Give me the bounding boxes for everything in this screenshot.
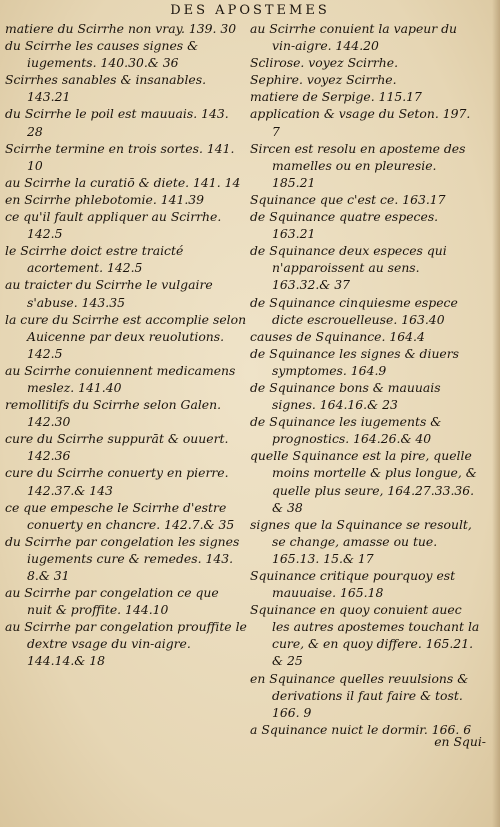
index-entry: du Scirrhe le poil est mauuais. 143. 28: [5, 106, 229, 139]
index-entry: de Squinance bons & mauuais signes. 164.16.& 23: [250, 379, 441, 413]
index-entry: Squinance que c'est ce. 163.17: [250, 191, 446, 207]
index-entry: en Squinance quelles reuulsions & derivations il faut faire & tost. 166. 9: [250, 670, 469, 720]
index-entry: signes que la Squinance se resoult, se change, amasse ou tue. 165.13. 15.& 17: [250, 516, 472, 566]
page-edge-shadow: [492, 0, 500, 827]
catchword: en Squi-: [434, 734, 486, 749]
index-entry: en Scirrhe phlebotomie. 141.39: [5, 191, 205, 207]
index-entry: de Squinance deux especes qui n'apparoissent au sens. 163.32.& 37: [250, 243, 447, 293]
index-entry: quelle Squinance est la pire, quelle moins mortelle & plus longue, & quelle plus seure, 164.27.33.36. & 38: [250, 448, 477, 515]
index-entry: de Squinance cinquiesme espece dicte escrouelleuse. 163.40: [250, 294, 458, 327]
index-entry: remollitifs du Scirrhe selon Galen. 142.30: [5, 397, 222, 430]
index-entry: au Scirrhe conuient la vapeur du vin-aigre. 144.20: [250, 21, 458, 54]
index-entry: du Scirrhe par congelation les signes iugements cure & remedes. 143. 8.& 31: [5, 533, 240, 583]
index-entry: cure du Scirrhe conuerty en pierre. 142.37.& 143: [5, 465, 229, 498]
running-header: DES APOSTEMES: [170, 3, 330, 18]
index-entry: matiere du Scirrhe non vray. 139. 30: [5, 21, 237, 36]
index-entry: de Squinance les signes & diuers symptomes. 164.9: [250, 345, 460, 378]
index-entry: au Scirrhe la curatiō & diete. 141. 14: [5, 174, 241, 190]
index-entry: causes de Squinance. 164.4: [250, 328, 425, 344]
index-entry: la cure du Scirrhe est accomplie selon Auicenne par deux reuolutions. 142.5: [5, 311, 247, 361]
index-entry: au Scirrhe conuiennent medicamens meslez. 141.40: [5, 362, 236, 395]
index-entry: de Squinance les iugements & prognostics. 164.26.& 40: [250, 414, 442, 447]
index-entry: Scirrhes sanables & insanables. 143.21: [5, 72, 207, 105]
index-entry: Scirrhe termine en trois sortes. 141. 10: [5, 140, 235, 173]
index-column-right: [250, 20, 480, 738]
index-entry: Squinance en quoy conuient auec les autres apostemes touchant la cure, & en quoy differe. 165.21. & 25: [250, 602, 480, 669]
index-entry: au traicter du Scirrhe le vulgaire s'abuse. 143.35: [5, 277, 213, 310]
index-entry: ce qu'il fault appliquer au Scirrhe. 142.5: [5, 209, 222, 242]
index-entry: au Scirrhe par congelation ce que nuit & proffite. 144.10: [5, 585, 219, 618]
index-entry: Squinance critique pourquoy est mauuaise. 165.18: [250, 568, 456, 601]
index-entry: Sephire. voyez Scirrhe.: [250, 72, 397, 88]
index-column-left: [5, 20, 247, 670]
index-entry: au Scirrhe par congelation prouffite le dextre vsage du vin-aigre. 144.14.& 18: [5, 619, 247, 669]
index-entry: a Squinance nuict le dormir. 166. 6: [250, 721, 472, 737]
index-entry: Sclirose. voyez Scirrhe.: [250, 55, 399, 71]
index-entry: le Scirrhe doict estre traicté acortement. 142.5: [5, 243, 184, 276]
index-entry: cure du Scirrhe suppurāt & ouuert. 142.36: [5, 431, 229, 464]
index-entry: matiere de Serpige. 115.17: [250, 89, 422, 105]
index-entry: application & vsage du Seton. 197. 7: [250, 106, 471, 139]
index-entry: de Squinance quatre especes. 163.21: [250, 209, 439, 242]
index-entry: ce que empesche le Scirrhe d'estre conuerty en chancre. 142.7.& 35: [5, 499, 235, 532]
index-entry: Sircen est resolu en aposteme des mamelles ou en pleuresie. 185.21: [250, 140, 466, 190]
index-entry: du Scirrhe les causes signes & iugements. 140.30.& 36: [5, 38, 199, 71]
